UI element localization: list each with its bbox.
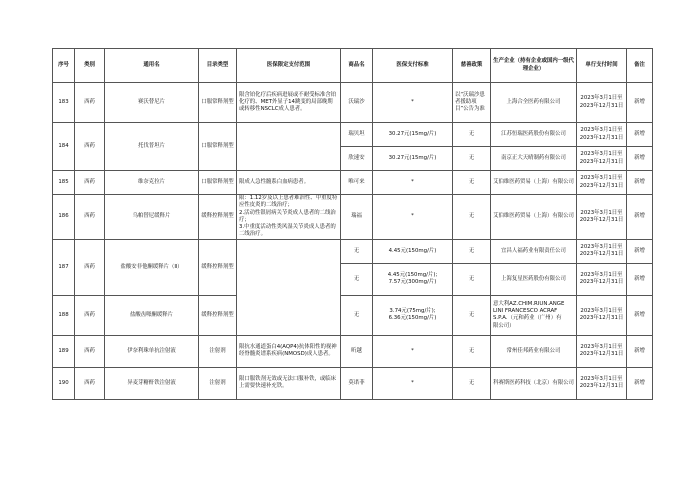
row-payment-time: 2023年3月1日至 2023年12月31日 [577,295,627,335]
table-row [53,239,653,263]
row-charity-policy: 无 [453,335,491,367]
row-payment-standard: * [373,195,453,240]
row-manufacturer: 宜昌人福药业有限责任公司 [491,239,577,263]
row-payment-time: 2023年3月1日至 2023年12月31日 [577,171,627,195]
row-no: 188 [53,295,75,335]
row-no: 185 [53,171,75,195]
row-generic-name: 盐酸齿哌酮缓释片 [105,295,199,335]
row-payment-scope: 限：1.12岁及以上患者难治性、中重度特应性皮炎的二线治疗； 2.活动性银屑病关节炎成人患者的二线治疗； 3.中重度活动性类风湿关节炎成人患者的二线治疗。 [237,195,341,240]
row-category: 西药 [75,239,105,295]
row-note: 新增 [627,147,653,171]
table-row [53,171,653,195]
row-brand-name: 昕越 [341,335,373,367]
row-note: 新增 [627,367,653,399]
row-generic-name: 伊奈利珠单抗注射液 [105,335,199,367]
row-payment-standard: 30.27元(15mg/片) [373,123,453,147]
header-catalog-type: 目录类型 [199,49,237,83]
row-generic-name: 维奈克拉片 [105,171,199,195]
row-catalog-type: 注射剂 [199,335,237,367]
row-catalog-type: 注射剂 [199,367,237,399]
row-manufacturer: 上海合全医药有限公司 [491,83,577,123]
header-brand-name: 商品名 [341,49,373,83]
row-manufacturer: 艾伯维医药贸易（上海）有限公司 [491,171,577,195]
row-generic-name: 盐酸安非他酮缓释片（Ⅱ） [105,239,199,295]
row-brand-name: 瑞贝坦 [341,123,373,147]
header-manufacturer: 生产企业（持有企业或国内一级代理企业） [491,49,577,83]
row-payment-time: 2023年3月1日至 2023年12月31日 [577,367,627,399]
row-payment-scope: 限成人急性髓系白血病患者。 [237,171,341,195]
row-brand-name: 欣速安 [341,147,373,171]
row-note: 新增 [627,83,653,123]
row-no: 190 [53,367,75,399]
row-payment-standard: * [373,171,453,195]
row-category: 西药 [75,335,105,367]
row-payment-time: 2023年3月1日至 2023年12月31日 [577,147,627,171]
row-brand-name: 唯可来 [341,171,373,195]
table-row [53,195,653,240]
header-payment-standard: 医保支付标准 [373,49,453,83]
row-payment-standard: 4.45元(150mg/片); 7.57元(300mg/片) [373,263,453,295]
row-payment-time: 2023年3月1日至 2023年12月31日 [577,335,627,367]
row-no: 184 [53,123,75,171]
row-payment-time: 2023年3月1日至 2023年12月31日 [577,263,627,295]
row-generic-name: 乌帕替尼缓释片 [105,195,199,240]
row-brand-name: 沃瑞沙 [341,83,373,123]
row-charity-policy: 无 [453,195,491,240]
row-payment-scope: 限含铂化疗后疾病进展或不耐受标准含铂化疗的、MET外显子14跳变的局部晚期或转移性NSCLC成人患者。 [237,83,341,123]
row-category: 西药 [75,171,105,195]
row-payment-scope [237,239,341,335]
row-brand-name: 莫诺菲 [341,367,373,399]
header-payment-scope: 医保限定支付范围 [237,49,341,83]
row-charity-policy: 无 [453,367,491,399]
row-payment-standard: 4.45元(150mg/片) [373,239,453,263]
row-no: 187 [53,239,75,295]
drug-list-table [52,48,653,400]
header-payment-time: 单行支付时间 [577,49,627,83]
row-catalog-type: 口服常释剂型 [199,83,237,123]
row-note: 新增 [627,295,653,335]
row-manufacturer: 科赛斯医药科技（北京）有限公司 [491,367,577,399]
row-no: 183 [53,83,75,123]
row-note: 新增 [627,171,653,195]
row-catalog-type: 缓释控释剂型 [199,295,237,335]
row-payment-standard: * [373,335,453,367]
row-brand-name: 瑞福 [341,195,373,240]
row-charity-policy: 无 [453,295,491,335]
row-payment-standard: * [373,83,453,123]
row-charity-policy: 无 [453,147,491,171]
row-category: 西药 [75,367,105,399]
row-brand-name: 无 [341,239,373,263]
row-catalog-type: 缓释控释剂型 [199,195,237,240]
row-no: 186 [53,195,75,240]
row-note: 新增 [627,239,653,263]
row-payment-scope: 限口服铁剂无效或无法口服补铁，或临床上需要快速补充铁。 [237,367,341,399]
header-category: 类别 [75,49,105,83]
row-catalog-type: 口服常释剂型 [199,171,237,195]
row-charity-policy: 无 [453,123,491,147]
row-manufacturer: 艾伯维医药贸易（上海）有限公司 [491,195,577,240]
row-catalog-type: 口服常释剂型 [199,123,237,171]
row-charity-policy: 无 [453,263,491,295]
row-payment-time: 2023年3月1日至 2023年12月31日 [577,123,627,147]
row-generic-name: 异麦芽糖酐铁注射液 [105,367,199,399]
row-charity-policy: 无 [453,171,491,195]
row-payment-time: 2023年3月1日至 2023年12月31日 [577,239,627,263]
row-manufacturer: 常州佳邦药业有限公司 [491,335,577,367]
row-payment-standard: * [373,367,453,399]
row-catalog-type: 缓释控释剂型 [199,239,237,295]
row-note: 新增 [627,335,653,367]
row-payment-scope: 限抗水通道蛋白4(AQP4)抗体阳性的视神经脊髓炎谱系疾病(NMOSD)成人患者。 [237,335,341,367]
header-no: 序号 [53,49,75,83]
row-category: 西药 [75,123,105,171]
row-payment-time: 2023年3月1日至 2023年12月31日 [577,83,627,123]
row-no: 189 [53,335,75,367]
row-note: 新增 [627,195,653,240]
row-brand-name: 无 [341,295,373,335]
row-manufacturer: 意大利AZ.CHIM.RIUN.ANGE LINI FRANCESCO ACRAF S.P.A.（元和药业（广州）有 限公司） [491,295,577,335]
row-note: 新增 [627,123,653,147]
row-generic-name: 赛沃替尼片 [105,83,199,123]
header-row [53,49,653,83]
header-note: 备注 [627,49,653,83]
table-row [53,367,653,399]
row-payment-time: 2023年3月1日至 2023年12月31日 [577,195,627,240]
table-row [53,123,653,147]
table-row [53,83,653,123]
row-brand-name: 无 [341,263,373,295]
header-generic-name: 通用名 [105,49,199,83]
row-charity-policy: 无 [453,239,491,263]
row-note: 新增 [627,263,653,295]
row-payment-standard: 30.27元(15mg/片) [373,147,453,171]
header-charity-policy: 慈善政策 [453,49,491,83]
table-row [53,295,653,335]
row-generic-name: 托伐普坦片 [105,123,199,171]
row-charity-policy: 以“沃瑞沙患者援助项目”公告为准 [453,83,491,123]
row-manufacturer: 上海复星医药股份有限公司 [491,263,577,295]
row-payment-scope [237,123,341,171]
drug-list-table-page [52,48,652,444]
row-payment-standard: 3.74元(75mg/片); 6.36元(150mg/片) [373,295,453,335]
table-row [53,335,653,367]
row-category: 西药 [75,295,105,335]
row-manufacturer: 南京正大天晴制药有限公司 [491,147,577,171]
row-category: 西药 [75,83,105,123]
row-manufacturer: 江苏恒瑞医药股份有限公司 [491,123,577,147]
row-category: 西药 [75,195,105,240]
